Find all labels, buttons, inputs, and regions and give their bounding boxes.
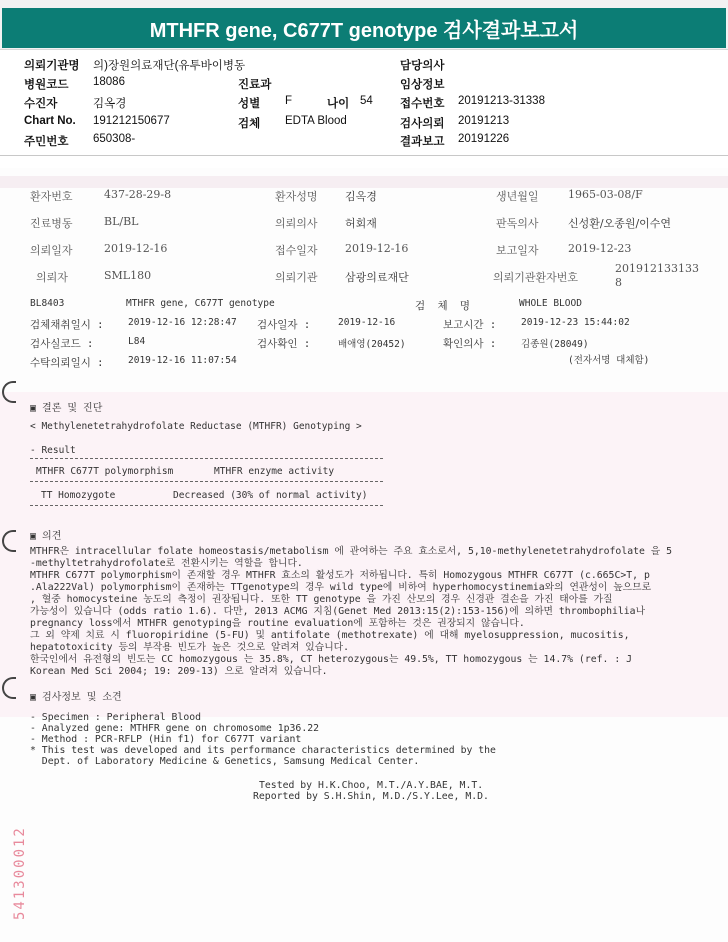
title-bar — [0, 0, 728, 50]
report-date-label: 보고일자 — [496, 244, 539, 257]
reported-by: Reported by S.H.Shin, M.D./S.Y.Lee, M.D. — [253, 791, 489, 802]
opinion-line: 한국인에서 유전형의 빈도는 CC homozygous 는 35.8%, CT heterozygous는 49.5%, TT homozygous 는 14.7% (ref. : J — [30, 654, 633, 665]
patient-no: 437-28-29-8 — [104, 188, 172, 201]
confirm-doctor-label: 확인의사 : — [443, 338, 497, 350]
header-receipt-no-label: 접수번호 — [400, 98, 445, 110]
report-title: MTHFR gene, C677T genotype 검사결과보고서 — [2, 8, 726, 48]
test-date-label: 검사일자 : — [257, 319, 311, 331]
req-org-label: 의뢰기관 — [275, 271, 318, 284]
header-hospital-code-label: 병원코드 — [24, 79, 69, 91]
results-heading: ▣ 결론 및 진단 — [30, 403, 103, 414]
specimen-name: WHOLE BLOOD — [519, 298, 582, 309]
report-time: 2019-12-23 15:44:02 — [521, 317, 630, 328]
header-chart-no-label: Chart No. — [24, 115, 76, 127]
header-id-value: 650308- — [93, 133, 136, 145]
header-examinee-value: 김옥경 — [93, 98, 127, 110]
opinion-line: .Ala222Val) polymorphism이 존재하는 TTgenotype의 경우 wild type에 비하여 hyperhomocystinemia와의 연관성이 높으므로 — [30, 582, 652, 593]
serial-stamp: 541300012 — [12, 826, 28, 920]
ward-label: 진료병동 — [30, 217, 73, 230]
patient-name-label: 환자성명 — [275, 190, 318, 203]
header-clinical-info-label: 임상정보 — [400, 79, 445, 91]
confirm-doctor: 김종원(28049) — [521, 339, 589, 350]
esign-note: (전자서명 대체함) — [568, 355, 650, 366]
org-patient-no: 201912133133 — [615, 262, 699, 275]
report-date: 2019-12-23 — [568, 242, 632, 255]
patient-dob: 1965-03-08/F — [568, 188, 643, 201]
header-specimen-label: 검체 — [238, 118, 261, 130]
req-date: 2019-12-16 — [104, 242, 168, 255]
header-request-value: 20191213 — [458, 115, 510, 127]
req-org: 삼광의료재단 — [345, 271, 409, 284]
room-code: L84 — [128, 336, 146, 347]
header-receipt-no-value: 20191213-31338 — [458, 95, 545, 107]
tested-by: Tested by H.K.Choo, M.T./A.Y.BAE, M.T. — [259, 780, 484, 791]
confirm-value: 배애영(20452) — [338, 339, 406, 350]
collect-time: 2019-12-16 12:28:47 — [128, 317, 237, 328]
header-specimen-value: EDTA Blood — [285, 115, 347, 127]
result-label: - Result — [30, 445, 76, 456]
patient-dob-label: 생년월일 — [496, 190, 539, 203]
opinion-line: Korean Med Sci 2004; 19: 209-13) 으로 알려져 있습니다. — [30, 666, 328, 677]
info-line: Dept. of Laboratory Medicine & Genetics, Samsung Medical Center. — [30, 756, 420, 767]
org-patient-no-cont: 8 — [615, 276, 622, 289]
method-title: < Methylenetetrahydrofolate Reductase (MTHFR) Genotyping > — [30, 421, 362, 432]
header-divider — [0, 155, 728, 156]
specimen-name-label: 검 체 명 — [415, 300, 474, 312]
recv-date: 2019-12-16 — [345, 242, 409, 255]
header-hospital-code-value: 18086 — [93, 76, 125, 88]
header-examinee-label: 수진자 — [24, 98, 58, 110]
result-genotype: TT Homozygote — [41, 490, 116, 501]
org-patient-no-label: 의뢰기관환자번호 — [493, 271, 579, 284]
header-age-label: 나이 — [327, 98, 350, 110]
opinion-line: 가능성이 있습니다 (odds ratio 1.6). 다만, 2013 ACMG 지침(Genet Med 2013:15(2):153-156)에 의하면 thrombophilia나 — [30, 606, 646, 617]
header-sex-label: 성별 — [238, 98, 261, 110]
header-report-label: 결과보고 — [400, 136, 445, 148]
test-date: 2019-12-16 — [338, 317, 396, 328]
header-org-value: 의)장원의료재단(유투바이병동 — [93, 60, 246, 72]
ward: BL/BL — [104, 215, 139, 228]
req-date-label: 의뢰일자 — [30, 244, 73, 257]
opinion-heading: ▣ 의견 — [30, 531, 62, 542]
test-name: MTHFR gene, C677T genotype — [126, 298, 275, 309]
test-code: BL8403 — [30, 298, 65, 309]
opinion-line: hepatotoxicity 등의 부작용 빈도가 높은 것으로 알려져 있습니다. — [30, 642, 350, 653]
opinion-line: MTHFR은 intracellular folate homeostasis/metabolism 에 관여하는 주요 효소로서, 5,10-methylenetetrahydrofolate 을 5 — [30, 546, 673, 557]
opinion-line: , 혈중 homocysteine 농도의 측정이 권장됩니다. 또한 TT genotype 을 가진 산모의 경우 신경관 결손을 가진 태아를 가질 — [30, 594, 613, 605]
result-col-polymorphism: MTHFR C677T polymorphism — [36, 466, 174, 477]
info-line: * This test was developed and its performance characteristics determined by the — [30, 745, 496, 756]
header-age-value: 54 — [360, 95, 373, 107]
patient-name: 김옥경 — [345, 190, 377, 203]
header-report-value: 20191226 — [458, 133, 510, 145]
opinion-line: -methyltetrahydrofolate로 전환시키는 역할을 합니다. — [30, 558, 303, 569]
req-doctor-label: 의뢰의사 — [275, 217, 318, 230]
confirm-label: 검사확인 : — [257, 338, 311, 350]
patient-no-label: 환자번호 — [30, 190, 73, 203]
result-table-rule — [30, 481, 383, 482]
header-sex-value: F — [285, 95, 293, 107]
room-label: 검사실코드 : — [30, 338, 94, 350]
header-chart-no-value: 191212150677 — [93, 115, 170, 127]
header-request-label: 검사의뢰 — [400, 118, 445, 130]
info-heading: ▣ 검사정보 및 소견 — [30, 692, 122, 703]
header-doctor-label: 담당의사 — [400, 60, 445, 72]
req-doctor: 허회재 — [345, 217, 377, 230]
opinion-line: MTHFR C677T polymorphism이 존재할 경우 MTHFR 효소의 활성도가 저하됩니다. 특히 Homozygous MTHFR C677T (c.665C>T, p — [30, 570, 650, 581]
receive-time: 2019-12-16 11:07:54 — [128, 355, 237, 366]
report-time-label: 보고시간 : — [443, 319, 497, 331]
info-line: - Specimen : Peripheral Blood — [30, 712, 202, 723]
opinion-line: 그 외 약제 치료 시 fluoropiridine (5-FU) 및 antifolate (methotrexate) 에 대해 myelosuppression, mucositis, — [30, 630, 630, 641]
collect-label: 검체채취일시 : — [30, 319, 104, 331]
requester: SML180 — [104, 269, 152, 282]
scan-stripe — [0, 176, 728, 188]
requester-label: 의뢰자 — [36, 271, 68, 284]
result-table-rule — [30, 505, 383, 506]
header-clinic-label: 진료과 — [238, 79, 272, 91]
info-line: - Analyzed gene: MTHFR gene on chromosome 1p36.22 — [30, 723, 320, 734]
result-activity: Decreased (30% of normal activity) — [173, 490, 368, 501]
result-table-rule — [30, 458, 383, 459]
result-col-activity: MTHFR enzyme activity — [214, 466, 335, 477]
reading-doctor: 신성환/오종원/이수연 — [568, 217, 672, 230]
receive-label: 수탁의뢰일시 : — [30, 357, 104, 369]
info-line: - Method : PCR-RFLP (Hin f1) for C677T variant — [30, 734, 302, 745]
reading-doctor-label: 판독의사 — [496, 217, 539, 230]
header-org-label: 의뢰기관명 — [24, 60, 80, 72]
recv-date-label: 접수일자 — [275, 244, 318, 257]
header-id-label: 주민번호 — [24, 136, 69, 148]
opinion-line: pregnancy loss에서 MTHFR genotyping을 routine evaluation에 포함하는 것은 권장되지 않습니다. — [30, 618, 525, 629]
